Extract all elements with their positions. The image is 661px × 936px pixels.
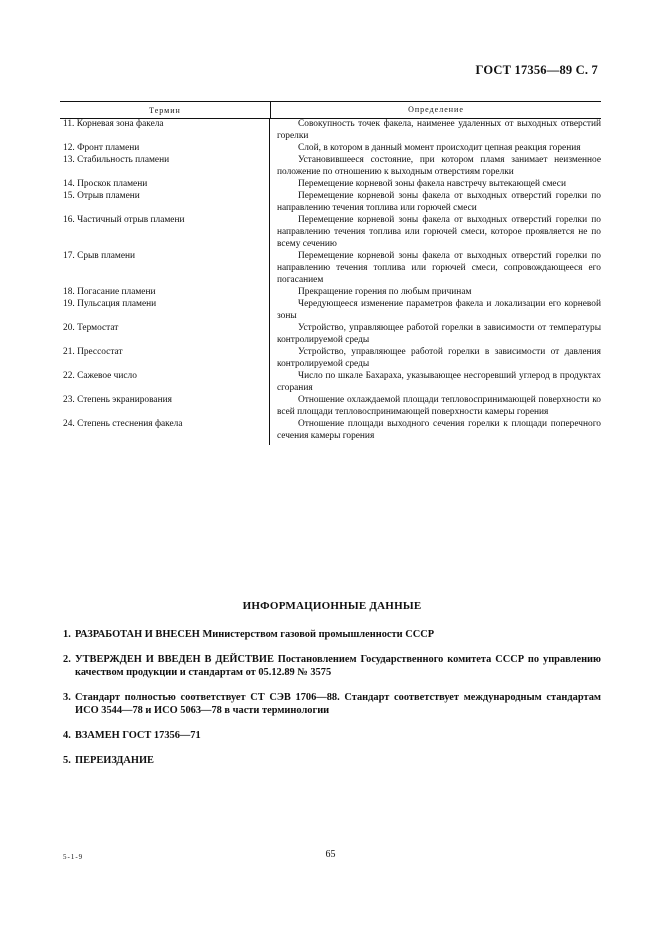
- list-item: [63, 628, 601, 641]
- term-cell: 18. Погасание пламени: [63, 286, 156, 297]
- terms-table: [60, 101, 601, 443]
- definition-cell: Перемещение корневой зоны факела от выходных отверстий горелки по направлению течения топлива или горючей смеси, которое проявляется не по всему сечению: [277, 215, 601, 249]
- definition-cell: Устройство, управляющее работой горелки в зависимости от давления контролируемой среды: [277, 347, 601, 369]
- page-number: 65: [325, 849, 336, 860]
- item-text: Стандарт полностью соответствует СТ СЭВ 1706—88. Стандарт соответствует международным стандартам ИСО 3544—78 и ИСО 5063—78 в части терминологии: [75, 692, 601, 716]
- definition-cell: Установившееся состояние, при котором пламя занимает неизменное положение по отношению к выходным отверстиям горелки: [277, 155, 601, 177]
- item-text: ВЗАМЕН ГОСТ 17356—71: [75, 730, 201, 741]
- list-item: [63, 691, 601, 717]
- information-data-section: [63, 600, 601, 779]
- definition-cell: Перемещение корневой зоны факела от выходных отверстий горелки по направлению течения топлива или горючей смеси: [277, 191, 601, 214]
- table-row: [60, 323, 601, 347]
- list-item: [63, 653, 601, 679]
- term-cell: 21. Прессостат: [63, 347, 123, 358]
- definition-cell: Отношение площади выходного сечения горелки к площади поперечного сечения камеры горения: [277, 419, 601, 441]
- term-cell: 15. Отрыв пламени: [63, 191, 140, 202]
- term-cell: 24. Степень стеснения факела: [63, 419, 183, 429]
- item-text: РАЗРАБОТАН И ВНЕСЕН Министерством газовой промышленности СССР: [75, 629, 435, 640]
- definition-cell: Число по шкале Бахараха, указывающее несгоревший углерод в продуктах сгорания: [277, 371, 601, 393]
- table-row: [60, 119, 601, 143]
- term-cell: 19. Пульсация пламени: [63, 299, 157, 310]
- table-row: [60, 143, 601, 155]
- table-row: [60, 179, 601, 191]
- terms-table-header: [60, 101, 601, 119]
- print-code: 5-1-9: [63, 853, 84, 861]
- term-cell: 20. Термостат: [63, 323, 119, 334]
- document-header-id: ГОСТ 17356—89 С. 7: [475, 63, 598, 77]
- definition-cell: Отношение охлаждаемой площади тепловоспринимающей поверхности ко всей площади тепловоспринимающей поверхности камеры горения: [277, 395, 601, 417]
- definition-cell: Перемещение корневой зоны факела навстречу вытекающей смеси: [298, 179, 566, 190]
- term-cell: 13. Стабильность пламени: [63, 155, 170, 166]
- definition-cell: Слой, в котором в данный момент происходит цепная реакция горения: [298, 142, 581, 153]
- table-row: [60, 155, 601, 179]
- item-number: 2.: [63, 654, 71, 665]
- list-item: [63, 754, 601, 767]
- term-cell: 11. Корневая зона факела: [63, 119, 164, 129]
- item-text: ПЕРЕИЗДАНИЕ: [75, 755, 154, 766]
- item-number: 3.: [63, 692, 71, 703]
- term-cell: 14. Проскок пламени: [63, 179, 148, 190]
- item-text: УТВЕРЖДЕН И ВВЕДЕН В ДЕЙСТВИЕ Постановлением Государственного комитета СССР по управлению качеством продукции и стандартам от 05.12.89 № 3575: [75, 654, 601, 678]
- definition-cell: Чередующееся изменение параметров факела и локализации его корневой зоны: [277, 299, 601, 321]
- column-header-term: Термин: [149, 105, 181, 115]
- table-row: [60, 251, 601, 286]
- item-number: 4.: [63, 730, 71, 741]
- definition-cell: Прекращение горения по любым причинам: [298, 286, 472, 297]
- table-row: [60, 395, 601, 419]
- terms-table-body: [60, 119, 601, 443]
- table-row: [60, 419, 601, 443]
- column-header-definition: Определение: [270, 102, 601, 118]
- term-cell: 16. Частичный отрыв пламени: [63, 215, 185, 226]
- item-number: 5.: [63, 755, 71, 766]
- table-row: [60, 347, 601, 371]
- table-row: [60, 371, 601, 395]
- table-row: [60, 287, 601, 299]
- term-cell: 22. Сажевое число: [63, 371, 137, 382]
- term-cell: 17. Срыв пламени: [63, 251, 136, 262]
- item-number: 1.: [63, 629, 71, 640]
- section-title: ИНФОРМАЦИОННЫЕ ДАННЫЕ: [242, 600, 422, 612]
- definition-cell: Совокупность точек факела, наименее удаленных от выходных отверстий горелки: [277, 119, 601, 141]
- table-row: [60, 191, 601, 215]
- definition-cell: Перемещение корневой зоны факела от выходных отверстий горелки по направлению течения топлива или горючей смеси, сопровождающееся его погасанием: [277, 251, 601, 285]
- term-cell: 23. Степень экранирования: [63, 395, 172, 406]
- definition-cell: Устройство, управляющее работой горелки в зависимости от температуры контролируемой среды: [277, 323, 601, 345]
- table-row: [60, 215, 601, 250]
- list-item: [63, 729, 601, 742]
- table-row: [60, 299, 601, 323]
- term-cell: 12. Фронт пламени: [63, 142, 140, 153]
